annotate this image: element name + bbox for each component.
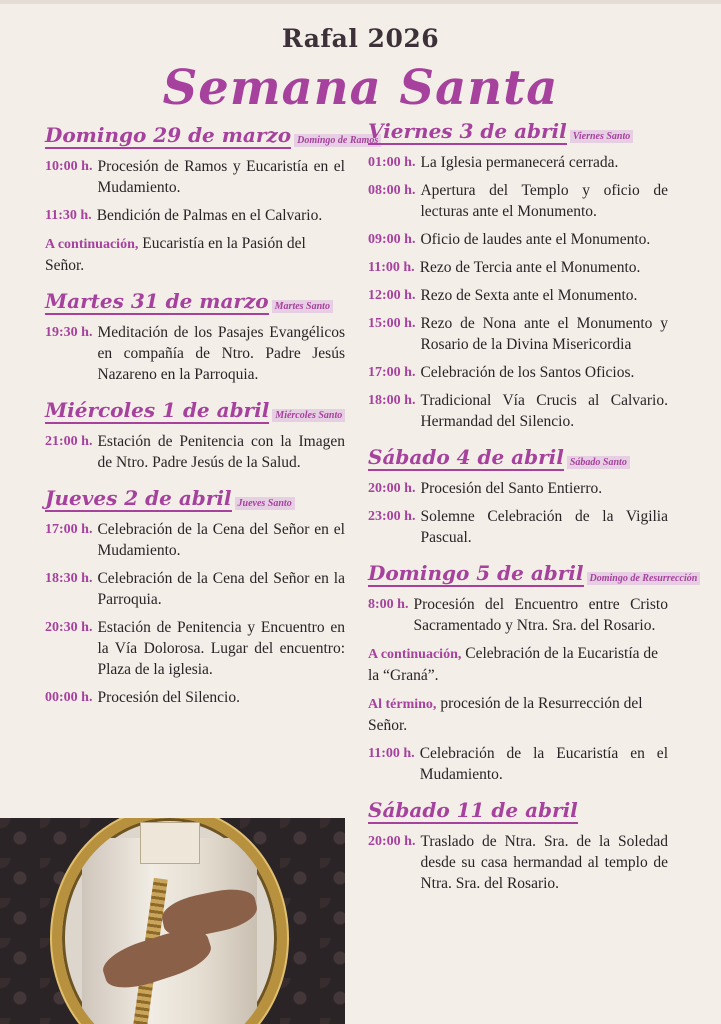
continuation-label: Al término, (368, 697, 437, 712)
entry-time: 11:30 h. (45, 208, 92, 223)
entry-time: 10:00 h. (45, 159, 93, 174)
day-heading (45, 487, 345, 512)
day-title: Jueves 2 de abril (45, 486, 232, 510)
schedule-entry (368, 506, 668, 548)
day-heading (45, 399, 345, 424)
day-section (45, 487, 345, 708)
continuation-label: A continuación, (368, 647, 462, 662)
liturgical-day-label: Domingo de Resurrección (587, 572, 701, 585)
entry-time: 09:00 h. (368, 232, 416, 247)
continuation-entry (368, 693, 668, 736)
entry-description: Oficio de laudes ante el Monumento. (420, 231, 651, 248)
liturgical-day-label: Martes Santo (272, 300, 333, 313)
entry-description: Celebración de la Cena del Señor en la Parroquia. (97, 570, 345, 608)
entry-description: Estación de Penitencia y Encuentro en la Vía Dolorosa. Lugar del encuentro: Plaza de la iglesia. (97, 619, 345, 678)
entry-time: 08:00 h. (368, 183, 416, 198)
entry-description: Procesión del Encuentro entre Cristo Sacramentado y Ntra. Sra. del Rosario. (413, 596, 668, 634)
continuation-label: A continuación, (45, 237, 139, 252)
liturgical-day-label: Sábado Santo (567, 456, 630, 469)
day-section (368, 446, 668, 548)
continuation-text: Celebración de la Eucaristía de la “Graná”. (368, 645, 659, 684)
schedule-entry (368, 478, 668, 499)
entry-description: Meditación de los Pasajes Evangélicos en compañía de Ntro. Padre Jesús Nazareno en la Parroquia. (97, 324, 345, 383)
entry-time: 20:00 h. (368, 834, 416, 849)
entry-time: 18:30 h. (45, 571, 93, 586)
entry-time: 00:00 h. (45, 690, 93, 705)
nazareno-photo (0, 818, 345, 1024)
entry-description: Procesión del Silencio. (97, 689, 240, 706)
schedule-entry (368, 390, 668, 432)
entry-time: 17:00 h. (368, 365, 416, 380)
schedule-entry (368, 743, 668, 785)
day-title: Domingo 29 de marzo (45, 123, 292, 147)
day-title: Miércoles 1 de abril (45, 398, 270, 422)
left-schedule-column (45, 123, 379, 722)
entry-description: Apertura del Templo y oficio de lecturas ante el Monumento. (420, 182, 668, 220)
entry-time: 8:00 h. (368, 597, 409, 612)
day-title: Sábado 4 de abril (368, 445, 564, 469)
entry-time: 01:00 h. (368, 155, 416, 170)
entry-description: Estación de Penitencia con la Imagen de Ntro. Padre Jesús de la Salud. (97, 433, 345, 471)
entry-time: 12:00 h. (368, 288, 416, 303)
continuation-text: procesión de la Resurrección del Señor. (368, 695, 643, 734)
schedule-entry (45, 431, 345, 473)
entry-description: Tradicional Vía Crucis al Calvario. Hermandad del Silencio. (420, 392, 668, 430)
entry-description: Celebración de la Cena del Señor en el Mudamiento. (97, 521, 345, 559)
continuation-text: Eucaristía en la Pasión del Señor. (45, 235, 306, 274)
entry-description: Rezo de Sexta ante el Monumento. (420, 287, 638, 304)
entry-time: 20:00 h. (368, 481, 416, 496)
liturgical-day-label: Miércoles Santo (272, 409, 345, 422)
schedule-entry (368, 152, 668, 173)
entry-description: Procesión del Santo Entierro. (420, 480, 603, 497)
liturgical-day-label: Domingo de Ramos (294, 134, 381, 147)
schedule-entry (368, 229, 668, 250)
entry-time: 21:00 h. (45, 434, 93, 449)
entry-time: 18:00 h. (368, 393, 416, 408)
entry-description: Solemne Celebración de la Vigilia Pascual. (420, 508, 668, 546)
liturgical-day-label: Viernes Santo (570, 130, 634, 143)
entry-time: 20:30 h. (45, 620, 93, 635)
schedule-entry (368, 362, 668, 383)
day-heading (368, 799, 668, 824)
page-title: Semana Santa (162, 60, 559, 116)
day-heading (45, 123, 379, 149)
entry-description: Bendición de Palmas en el Calvario. (96, 207, 323, 224)
schedule-entry (368, 594, 668, 636)
entry-description: La Iglesia permanecerá cerrada. (420, 154, 619, 171)
liturgical-day-label: Jueves Santo (235, 497, 295, 510)
entry-time: 19:30 h. (45, 325, 93, 340)
top-border (0, 0, 721, 4)
entry-time: 23:00 h. (368, 509, 416, 524)
entry-time: 15:00 h. (368, 316, 416, 331)
day-heading (368, 120, 668, 145)
day-title: Domingo 5 de abril (368, 561, 584, 585)
schedule-entry (45, 205, 345, 226)
schedule-entry (45, 519, 345, 561)
entry-description: Traslado de Ntra. Sra. de la Soledad desde su casa hermandad al templo de Ntra. Sra. del Rosario. (420, 833, 668, 892)
day-title: Viernes 3 de abril (368, 119, 567, 143)
day-section (368, 799, 668, 894)
entry-time: 11:00 h. (368, 260, 415, 275)
continuation-entry (368, 643, 668, 686)
schedule-entry (45, 156, 345, 198)
entry-time: 11:00 h. (368, 746, 415, 761)
right-schedule-column (368, 119, 698, 908)
day-heading (368, 561, 698, 587)
schedule-entry (368, 285, 668, 306)
schedule-entry (45, 322, 345, 385)
day-title: Sábado 11 de abril (368, 798, 578, 822)
continuation-entry (45, 233, 345, 276)
entry-description: Rezo de Tercia ante el Monumento. (419, 259, 641, 276)
schedule-entry (368, 831, 668, 894)
schedule-entry (45, 617, 345, 680)
page-subtitle: Rafal 2026 (281, 24, 440, 53)
day-title: Martes 31 de marzo (45, 289, 269, 313)
day-section (45, 399, 345, 473)
entry-description: Celebración de la Eucaristía en el Mudamiento. (419, 745, 668, 783)
entry-description: Rezo de Nona ante el Monumento y Rosario de la Divina Misericordia (420, 315, 668, 353)
entry-description: Procesión de Ramos y Eucaristía en el Mudamiento. (97, 158, 345, 196)
schedule-entry (45, 687, 345, 708)
day-section (45, 123, 379, 276)
day-section (368, 120, 668, 432)
entry-description: Celebración de los Santos Oficios. (420, 364, 635, 381)
schedule-entry (368, 180, 668, 222)
gold-oval-frame (52, 818, 287, 1024)
day-heading (368, 446, 668, 471)
embroidered-emblem (140, 822, 200, 864)
schedule-entry (45, 568, 345, 610)
entry-time: 17:00 h. (45, 522, 93, 537)
day-section (45, 290, 345, 385)
day-section (368, 561, 698, 785)
schedule-entry (368, 257, 668, 278)
schedule-entry (368, 313, 668, 355)
day-heading (45, 290, 345, 315)
